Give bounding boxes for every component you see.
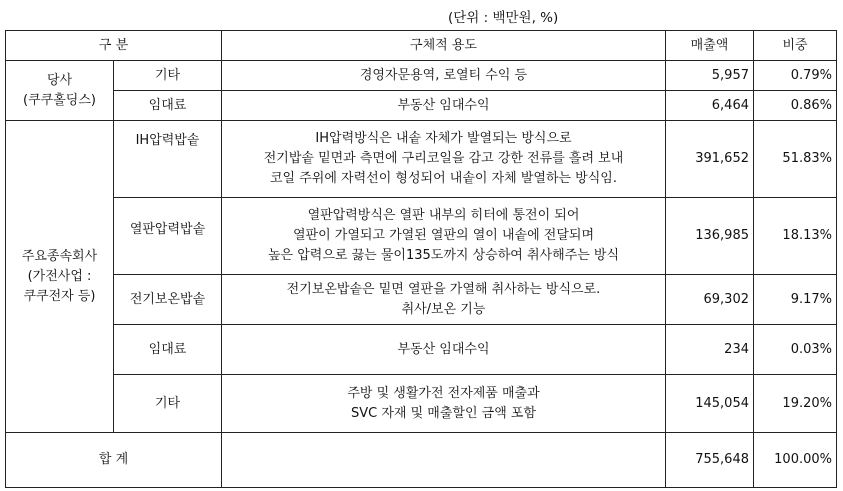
table-row bbox=[6, 91, 837, 121]
usage-line: 전기보온밥솥은 밑면 열판을 가열해 취사하는 방식으로. bbox=[286, 281, 601, 297]
row-ratio: 19.20% bbox=[754, 375, 837, 433]
header-sales: 매출액 bbox=[666, 31, 754, 61]
usage-line: SVC 자재 및 매출할인 금액 포함 bbox=[350, 405, 537, 421]
row-type: IH압력밥솥 bbox=[114, 121, 222, 198]
header-ratio: 비중 bbox=[754, 31, 837, 61]
group-label-parent bbox=[6, 61, 114, 121]
row-sales: 5,957 bbox=[666, 61, 754, 91]
row-ratio: 18.13% bbox=[754, 198, 837, 275]
group-label-line: 주요종속회사 bbox=[21, 248, 98, 264]
usage-line: 열판이 가열되고 가열된 열판의 열이 내솥에 전달되며 bbox=[292, 228, 595, 243]
row-sales: 391,652 bbox=[666, 121, 754, 198]
header-row bbox=[6, 31, 837, 61]
unit-note: (단위 : 백만원, %) bbox=[448, 10, 559, 26]
row-usage: 부동산 임대수익 bbox=[222, 91, 666, 121]
total-sales: 755,648 bbox=[666, 433, 754, 488]
total-row bbox=[6, 433, 837, 488]
row-ratio: 0.86% bbox=[754, 91, 837, 121]
row-usage bbox=[222, 275, 666, 325]
row-type: 기타 bbox=[114, 375, 222, 433]
table-row bbox=[6, 275, 837, 325]
row-ratio: 9.17% bbox=[754, 275, 837, 325]
header-usage: 구체적 용도 bbox=[222, 31, 666, 61]
usage-line: 높은 압력으로 끓는 물이135도까지 상승하여 취사해주는 방식 bbox=[268, 248, 619, 263]
table-row bbox=[6, 375, 837, 433]
row-usage: 부동산 임대수익 bbox=[222, 325, 666, 375]
table-row bbox=[6, 61, 837, 91]
group-label-line: 당사 bbox=[46, 72, 73, 88]
usage-line: 전기밥솥 밑면과 측면에 구리코일을 감고 강한 전류를 흘려 보내 bbox=[263, 151, 624, 166]
usage-line: 열판압력방식은 열판 내부의 히터에 통전이 되어 bbox=[307, 208, 580, 223]
usage-line: 주방 및 생활가전 전자제품 매출과 bbox=[347, 385, 540, 401]
group-label-line: (쿠쿠홀딩스) bbox=[23, 92, 96, 108]
table-row bbox=[6, 198, 837, 275]
sales-table bbox=[5, 30, 837, 488]
table-row bbox=[6, 121, 837, 198]
row-ratio: 0.79% bbox=[754, 61, 837, 91]
total-ratio: 100.00% bbox=[754, 433, 837, 488]
row-type: 임대료 bbox=[114, 91, 222, 121]
table-row bbox=[6, 325, 837, 375]
row-sales: 234 bbox=[666, 325, 754, 375]
row-ratio: 0.03% bbox=[754, 325, 837, 375]
row-type: 임대료 bbox=[114, 325, 222, 375]
row-sales: 145,054 bbox=[666, 375, 754, 433]
row-type: 기타 bbox=[114, 61, 222, 91]
row-usage: 경영자문용역, 로열티 수익 등 bbox=[222, 61, 666, 91]
row-sales: 136,985 bbox=[666, 198, 754, 275]
total-usage bbox=[222, 433, 666, 488]
row-type: 전기보온밥솥 bbox=[114, 275, 222, 325]
usage-line: IH압력방식은 내솥 자체가 발열되는 방식으로 bbox=[315, 131, 572, 146]
row-usage bbox=[222, 198, 666, 275]
group-label-line: (가전사업 : bbox=[27, 268, 92, 284]
row-usage bbox=[222, 121, 666, 198]
header-category: 구 분 bbox=[6, 31, 222, 61]
group-label-line: 쿠쿠전자 등) bbox=[23, 288, 96, 304]
row-usage bbox=[222, 375, 666, 433]
row-sales: 6,464 bbox=[666, 91, 754, 121]
usage-line: 취사/보온 기능 bbox=[401, 301, 486, 317]
group-label-subsidiary bbox=[6, 121, 114, 433]
row-sales: 69,302 bbox=[666, 275, 754, 325]
usage-line: 코일 주위에 자력선이 형성되어 내솥이 자체 발열하는 방식임. bbox=[269, 171, 617, 186]
row-ratio: 51.83% bbox=[754, 121, 837, 198]
row-type: 열판압력밥솥 bbox=[114, 198, 222, 275]
total-label: 합 계 bbox=[6, 433, 222, 488]
